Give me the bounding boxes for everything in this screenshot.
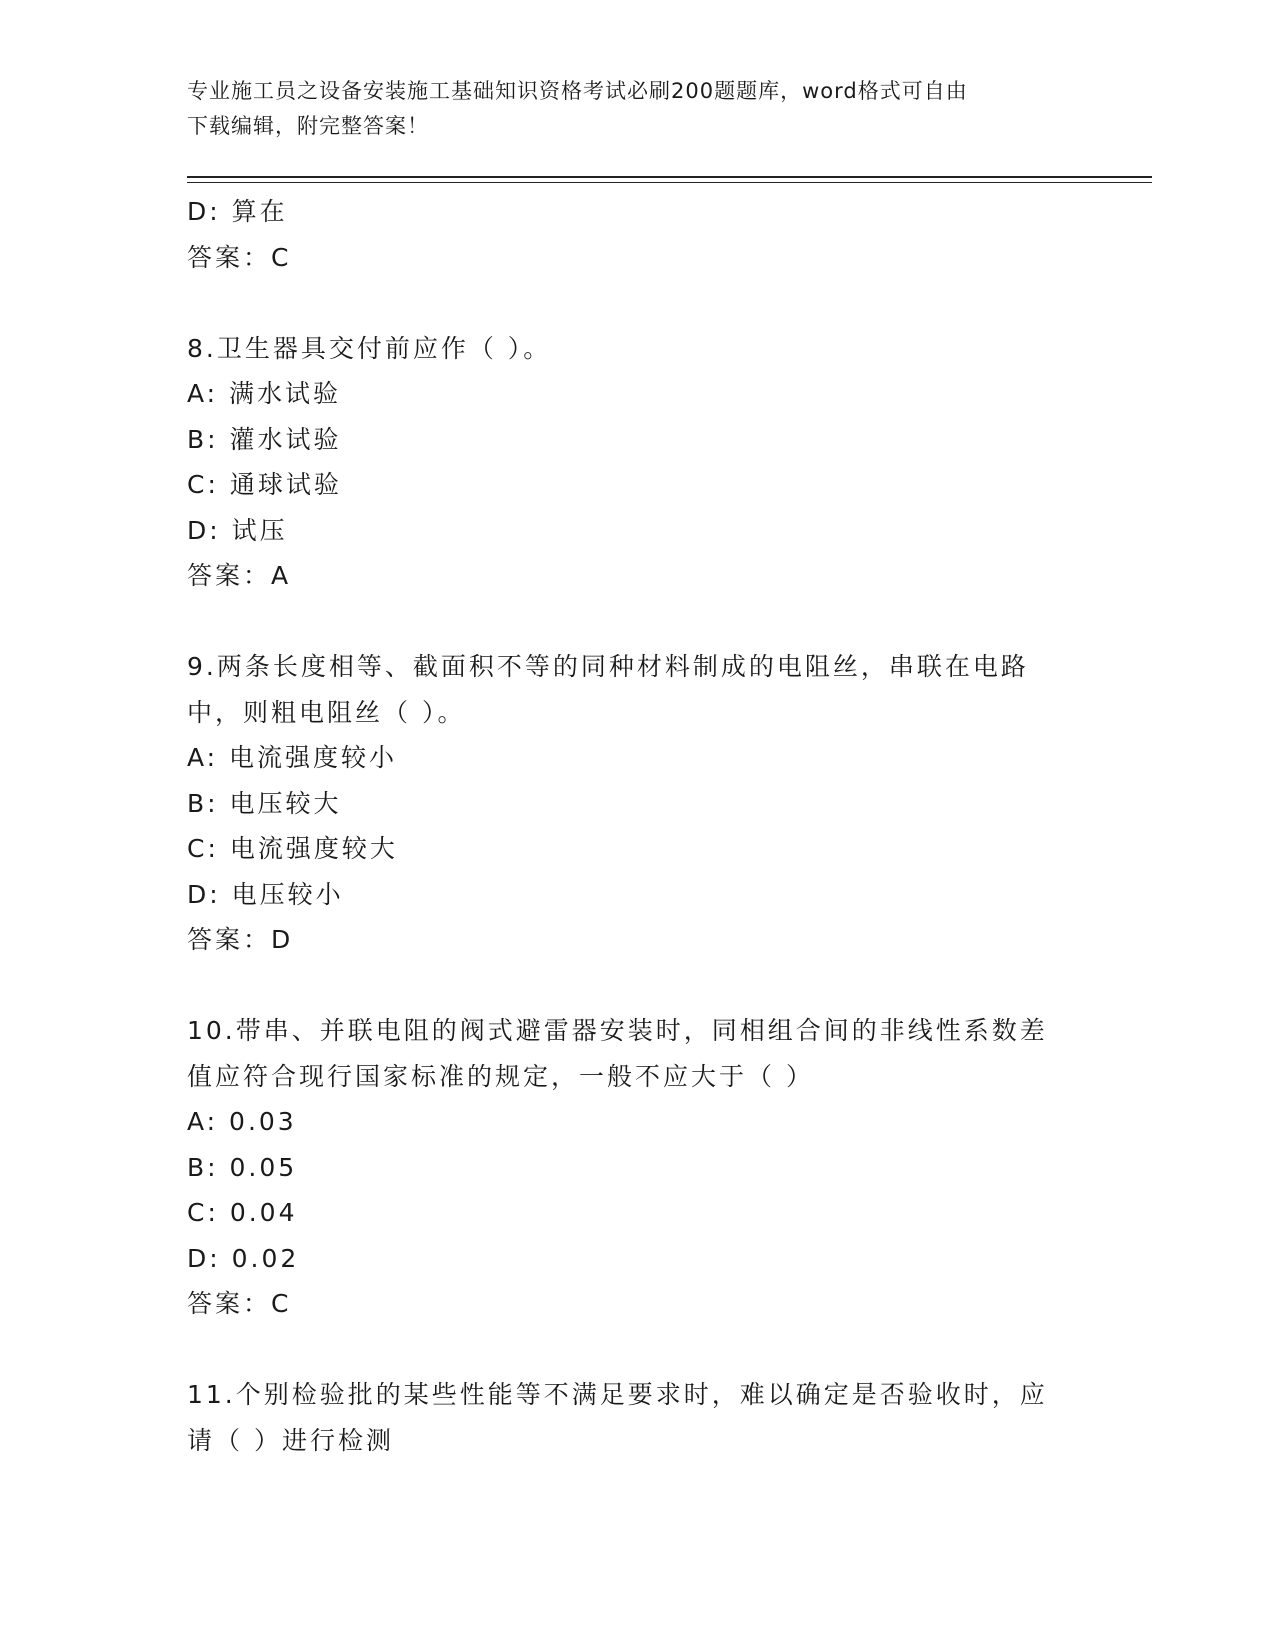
question-line: D: 算在: [187, 197, 288, 226]
question-line: 值应符合现行国家标准的规定，一般不应大于（ ）: [187, 1061, 814, 1091]
question-block: [187, 326, 1087, 599]
header-divider-thin: [187, 182, 1152, 183]
question-list: [187, 189, 1087, 1463]
question-block: [187, 189, 1087, 280]
question-line: D: 0.02: [187, 1243, 300, 1273]
answer-line: 答案：D: [187, 925, 294, 954]
header-divider-thick: [187, 176, 1152, 178]
question-line: A: 电流强度较小: [187, 743, 398, 772]
question-line: A: 0.03: [187, 1107, 297, 1136]
question-line: 中，则粗电阻丝（ ）。: [187, 697, 466, 727]
question-block: [187, 644, 1087, 963]
block-spacer: [187, 1327, 1087, 1373]
question-line: 10.带串、并联电阻的阀式避雷器安装时，同相组合间的非线性系数差: [187, 1016, 1048, 1045]
header-line-2: 下载编辑，附完整答案！: [187, 114, 429, 138]
header-line-1: 专业施工员之设备安装施工基础知识资格考试必刷200题题库，word格式可自由: [187, 79, 968, 103]
question-line: C: 通球试验: [187, 470, 342, 499]
question-line: C: 电流强度较大: [187, 834, 398, 863]
question-line: C: 0.04: [187, 1198, 298, 1227]
question-block: [187, 1372, 1087, 1463]
answer-line: 答案：C: [187, 242, 292, 272]
block-spacer: [187, 963, 1087, 1009]
answer-line: 答案：A: [187, 561, 292, 590]
question-line: 11.个别检验批的某些性能等不满足要求时，难以确定是否验收时，应: [187, 1380, 1048, 1409]
block-spacer: [187, 599, 1087, 645]
question-line: D: 试压: [187, 515, 288, 545]
question-block: [187, 1008, 1087, 1327]
question-line: B: 电压较大: [187, 788, 342, 818]
block-spacer: [187, 280, 1087, 326]
question-line: 8.卫生器具交付前应作（ ）。: [187, 333, 552, 363]
question-line: A: 满水试验: [187, 379, 342, 408]
document-header: [187, 74, 1087, 144]
question-line: B: 灌水试验: [187, 424, 342, 454]
question-line: B: 0.05: [187, 1152, 298, 1182]
question-line: D: 电压较小: [187, 879, 344, 909]
answer-line: 答案：C: [187, 1289, 292, 1318]
question-line: 请（ ）进行检测: [187, 1425, 394, 1455]
question-line: 9.两条长度相等、截面积不等的同种材料制成的电阻丝，串联在电路: [187, 652, 1029, 681]
